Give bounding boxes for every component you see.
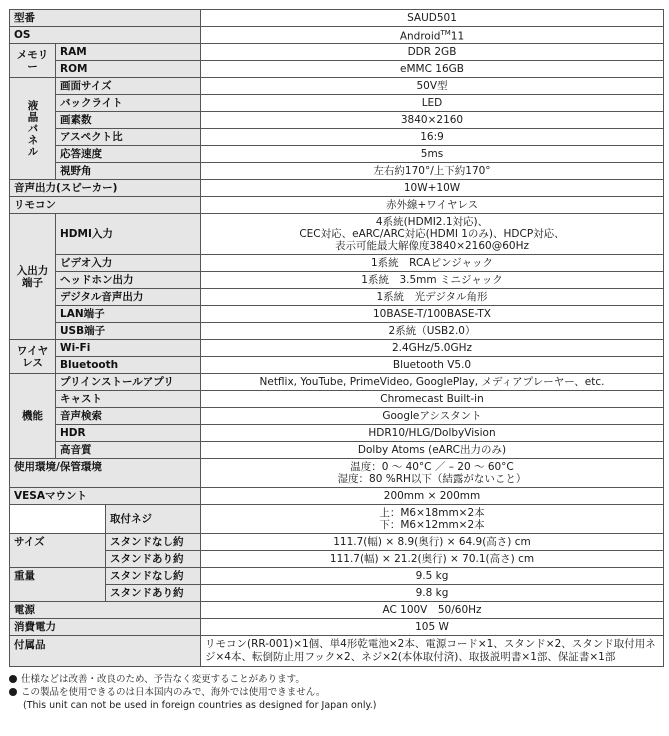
io-label: 入出力端子 bbox=[10, 214, 56, 340]
row-io-lan bbox=[10, 306, 664, 323]
io-item-label: LAN端子 bbox=[56, 306, 201, 323]
weight-item-value: 9.8 kg bbox=[201, 585, 664, 602]
row-features-sound bbox=[10, 442, 664, 459]
row-panel-size bbox=[10, 78, 664, 95]
wireless-item-label: Wi-Fi bbox=[56, 340, 201, 357]
features-item-value: Googleアシスタント bbox=[201, 408, 664, 425]
row-panel-backlight bbox=[10, 95, 664, 112]
rom-label: ROM bbox=[56, 61, 201, 78]
bullet-icon bbox=[9, 675, 17, 683]
model-label: 型番 bbox=[10, 10, 201, 27]
features-item-label: HDR bbox=[56, 425, 201, 442]
io-item-label: ビデオ入力 bbox=[56, 255, 201, 272]
size-item-label: スタンドなし約 bbox=[106, 534, 201, 551]
notes bbox=[9, 673, 663, 712]
row-os bbox=[10, 27, 664, 44]
note-item bbox=[9, 699, 663, 712]
ram-label: RAM bbox=[56, 44, 201, 61]
note-item bbox=[9, 686, 663, 699]
panel-item-value: 16:9 bbox=[201, 129, 664, 146]
panel-item-label: バックライト bbox=[56, 95, 201, 112]
audio-value: 10W+10W bbox=[201, 180, 664, 197]
row-wireless-wifi bbox=[10, 340, 664, 357]
row-environment bbox=[10, 459, 664, 488]
screw-label: 取付ネジ bbox=[106, 505, 201, 534]
spec-table bbox=[9, 9, 664, 667]
os-label: OS bbox=[10, 27, 201, 44]
environment-value bbox=[201, 459, 664, 488]
panel-item-label: 応答速度 bbox=[56, 146, 201, 163]
accessories-label: 付属品 bbox=[10, 636, 201, 667]
weight-item-label: スタンドなし約 bbox=[106, 568, 201, 585]
panel-item-label: 画面サイズ bbox=[56, 78, 201, 95]
row-weight-nostand bbox=[10, 568, 664, 585]
row-features-cast bbox=[10, 391, 664, 408]
ram-value: DDR 2GB bbox=[201, 44, 664, 61]
os-value-version: 11 bbox=[450, 30, 465, 43]
power-label: 電源 bbox=[10, 602, 201, 619]
io-item-value: 1系統 3.5mm ミニジャック bbox=[201, 272, 664, 289]
wireless-item-value: 2.4GHz/5.0GHz bbox=[201, 340, 664, 357]
row-panel-angle bbox=[10, 163, 664, 180]
features-item-label: プリインストールアプリ bbox=[56, 374, 201, 391]
features-item-value: HDR10/HLG/DolbyVision bbox=[201, 425, 664, 442]
weight-label: 重量 bbox=[10, 568, 106, 602]
row-size-nostand bbox=[10, 534, 664, 551]
spec-sheet bbox=[9, 9, 663, 712]
consumption-label: 消費電力 bbox=[10, 619, 201, 636]
row-size-stand bbox=[10, 551, 664, 568]
rom-value: eMMC 16GB bbox=[201, 61, 664, 78]
os-value bbox=[201, 27, 664, 44]
panel-item-label: 視野角 bbox=[56, 163, 201, 180]
hdmi-value bbox=[201, 214, 664, 255]
audio-label: 音声出力(スピーカー) bbox=[10, 180, 201, 197]
row-features-hdr bbox=[10, 425, 664, 442]
features-item-value: Netflix, YouTube, PrimeVideo, GooglePlay, メディアプレーヤー、etc. bbox=[201, 374, 664, 391]
vesa-value: 200mm × 200mm bbox=[201, 488, 664, 505]
row-features-apps bbox=[10, 374, 664, 391]
blank-cell bbox=[10, 505, 106, 534]
row-io-optical bbox=[10, 289, 664, 306]
panel-item-value: 左右約170°/上下約170° bbox=[201, 163, 664, 180]
features-item-label: 音声検索 bbox=[56, 408, 201, 425]
panel-item-value: 5ms bbox=[201, 146, 664, 163]
hdmi-label: HDMI入力 bbox=[56, 214, 201, 255]
panel-item-value: 50V型 bbox=[201, 78, 664, 95]
environment-label: 使用環境/保管環境 bbox=[10, 459, 201, 488]
row-io-headphone bbox=[10, 272, 664, 289]
row-weight-stand bbox=[10, 585, 664, 602]
row-consumption bbox=[10, 619, 664, 636]
weight-item-value: 9.5 kg bbox=[201, 568, 664, 585]
hdmi-line: 4系統(HDMI2.1対応)、 bbox=[375, 216, 489, 228]
row-audio bbox=[10, 180, 664, 197]
note-item bbox=[9, 673, 663, 686]
size-item-value: 111.7(幅) × 8.9(奥行) × 64.9(高さ) cm bbox=[201, 534, 664, 551]
row-io-video bbox=[10, 255, 664, 272]
size-item-label: スタンドあり約 bbox=[106, 551, 201, 568]
os-value-main: Android bbox=[399, 30, 441, 43]
io-item-label: USB端子 bbox=[56, 323, 201, 340]
accessories-value: リモコン(RR-001)×1個、単4形乾電池×2本、電源コード×1、スタンド×2、スタンド取付用ネジ×4本、転倒防止用フック×2、ネジ×2(本体取付済)、取扱説明書×1部、保証書×1部 bbox=[201, 636, 664, 667]
row-model bbox=[10, 10, 664, 27]
screw-line: 上：M6×18mm×2本 bbox=[379, 507, 485, 519]
panel-item-label: 画素数 bbox=[56, 112, 201, 129]
row-memory-ram bbox=[10, 44, 664, 61]
features-item-value: Dolby Atoms (eARC出力のみ) bbox=[201, 442, 664, 459]
size-item-value: 111.7(幅) × 21.2(奥行) × 70.1(高さ) cm bbox=[201, 551, 664, 568]
remote-label: リモコン bbox=[10, 197, 201, 214]
consumption-value: 105 W bbox=[201, 619, 664, 636]
io-item-label: ヘッドホン出力 bbox=[56, 272, 201, 289]
vesa-label: VESAマウント bbox=[10, 488, 201, 505]
os-trademark: TM bbox=[440, 29, 451, 38]
wireless-label: ワイヤレス bbox=[10, 340, 56, 374]
environment-line: 温度：0 ～ 40°C ／ – 20 ～ 60°C bbox=[350, 461, 514, 473]
weight-item-label: スタンドあり約 bbox=[106, 585, 201, 602]
row-accessories bbox=[10, 636, 664, 667]
hdmi-line: CEC対応、eARC/ARC対応(HDMI 1のみ)、HDCP対応、 bbox=[299, 228, 565, 240]
remote-value: 赤外線+ワイヤレス bbox=[201, 197, 664, 214]
features-label: 機能 bbox=[10, 374, 56, 459]
io-item-value: 2系統（USB2.0） bbox=[201, 323, 664, 340]
power-value: AC 100V 50/60Hz bbox=[201, 602, 664, 619]
row-vesa bbox=[10, 488, 664, 505]
bullet-icon bbox=[9, 688, 17, 696]
panel-item-label: アスペクト比 bbox=[56, 129, 201, 146]
size-label: サイズ bbox=[10, 534, 106, 568]
row-io-hdmi bbox=[10, 214, 664, 255]
row-panel-response bbox=[10, 146, 664, 163]
wireless-item-value: Bluetooth V5.0 bbox=[201, 357, 664, 374]
note-text: この製品を使用できるのは日本国内のみで、海外では使用できません。 bbox=[21, 687, 326, 698]
row-remote bbox=[10, 197, 664, 214]
wireless-item-label: Bluetooth bbox=[56, 357, 201, 374]
row-panel-aspect bbox=[10, 129, 664, 146]
features-item-value: Chromecast Built-in bbox=[201, 391, 664, 408]
panel-label bbox=[10, 78, 56, 180]
row-vesa-screw bbox=[10, 505, 664, 534]
io-item-value: 1系統 RCAピンジャック bbox=[201, 255, 664, 272]
environment-line: 湿度：80 %RH以下（結露がないこと） bbox=[337, 473, 527, 485]
features-item-label: 高音質 bbox=[56, 442, 201, 459]
screw-value bbox=[201, 505, 664, 534]
row-wireless-bluetooth bbox=[10, 357, 664, 374]
io-item-value: 1系統 光デジタル角形 bbox=[201, 289, 664, 306]
memory-label: メモリー bbox=[10, 44, 56, 78]
row-power bbox=[10, 602, 664, 619]
panel-item-value: LED bbox=[201, 95, 664, 112]
io-item-value: 10BASE-T/100BASE-TX bbox=[201, 306, 664, 323]
row-memory-rom bbox=[10, 61, 664, 78]
panel-item-value: 3840×2160 bbox=[201, 112, 664, 129]
row-features-voice bbox=[10, 408, 664, 425]
model-value: SAUD501 bbox=[201, 10, 664, 27]
note-text: 仕様などは改善・改良のため、予告なく変更することがあります。 bbox=[21, 674, 305, 685]
note-text: (This unit can not be used in foreign countries as designed for Japan only.) bbox=[23, 700, 377, 711]
row-panel-pixels bbox=[10, 112, 664, 129]
panel-label-text: 液晶パネル bbox=[26, 99, 39, 158]
hdmi-line: 表示可能最大解像度3840×2160@60Hz bbox=[334, 240, 529, 252]
features-item-label: キャスト bbox=[56, 391, 201, 408]
io-item-label: デジタル音声出力 bbox=[56, 289, 201, 306]
row-io-usb bbox=[10, 323, 664, 340]
screw-line: 下：M6×12mm×2本 bbox=[379, 519, 485, 531]
